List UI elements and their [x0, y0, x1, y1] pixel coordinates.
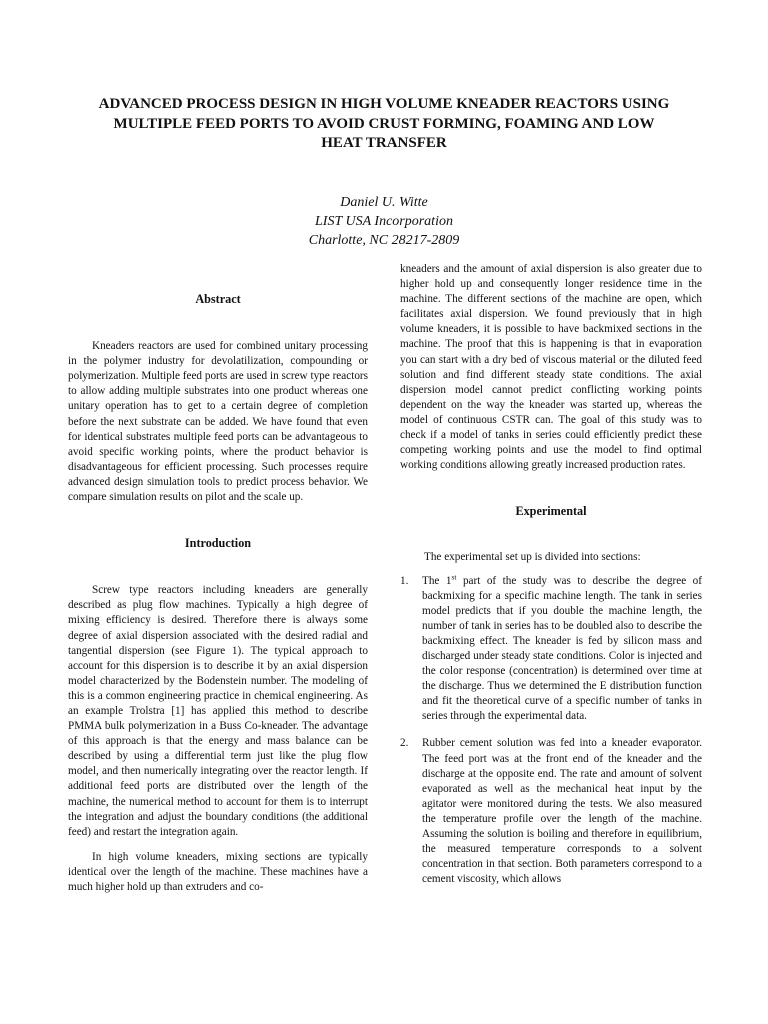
author-block [200, 193, 568, 250]
list-item-number: 1. [400, 574, 409, 587]
title-line: MULTIPLE FEED PORTS TO AVOID CRUST FORMING, FOAMING AND LOW [113, 115, 655, 132]
right-column [400, 262, 702, 887]
list-item-number: 2. [400, 737, 409, 750]
abstract-text: Kneaders reactors are used for combined unitary processing in the polymer industry for devolatilization, compounding or polymerization. Multiple feed ports are used in screw type reactors to allow adding multiple substrates into one product whereas one unitary operation has to get to a certain degree of completion before the next substrate can be added. We have found that even for identical substrates multiple feed ports can be advantageous to avoid specific working points, where the product behavior is disadvantageous for efficient processing. Such processes require advanced design simulation tools to predict process behavior. We compare simulation results on pilot and the scale up. [68, 340, 368, 504]
list-item [400, 736, 702, 887]
continuation-paragraph: kneaders and the amount of axial dispersion is also greater due to higher hold up and consequently longer residence time in the machine. The different sections of the machine are open, which facilitates axial dispersion. We found previously that in high volume kneaders, it is possible to have backmixed sections in the machine. The proof that this is happening is that in evaporation you can start with a dry bed of viscous material or the diluted feed solution and find different steady state conditions. The axial dispersion model cannot predict conflicting working points dependent on the way the kneader was started up, whereas the model of continuous CSTR can. The goal of this study was to check if a model of tanks in series could efficiently predict these competing working points and use the model to find optimal working conditions allowing greatly increased production rates. [400, 263, 702, 472]
list-item-lead: The 1 [422, 574, 452, 587]
experimental-heading: Experimental [515, 504, 587, 519]
author-name: Daniel U. Witte [340, 195, 428, 210]
introduction-paragraph: Screw type reactors including kneaders are generally described as plug flow machines. Typically a high degree of mixing efficiency is desired. Therefore there is always some degree of axial dispersion associated with the desired radial and tangential dispersion (see Figure 1). The typical approach to account for this dispersion is to describe it by an axial dispersion model characterized by the Bodenstein number. The modeling of this is a common engineering practice in chemical engineering. As an example Trolstra [1] has applied this method to describe PMMA bulk polymerization in a Buss Co-kneader. The advantage of this approach is that the energy and mass balance can be described by using a differential term just like the plug flow model, and then numerically integrating over the reactor length. If additional feed ports are distributed over the length of the machine, the numerical method to account for them is to interrupt the integration and adjust the boundary conditions (the additional feed) and restart the integration again. [68, 584, 368, 838]
introduction-paragraph: In high volume kneaders, mixing sections are typically identical over the length of the machine. These machines have a much higher hold up than extruders and co- [68, 850, 368, 893]
experimental-intro: The experimental set up is divided into sections: [424, 551, 641, 564]
list-item-text: Rubber cement solution was fed into a kneader evaporator. The feed port was at the front end of the kneader and the discharge at the opposite end. The rate and amount of solvent evaporated as well as the mechanical heat input by the agitator were monitored during the tests. We also measured the temperature profile over the length of the machine. Assuming the solution is boiling and therefore in equilibrium, the measured temperature corresponds to a solvent concentration in that section. Both parameters correspond to a cement viscosity, which allows [422, 737, 702, 886]
author-affiliation: LIST USA Incorporation [315, 214, 453, 229]
left-column [68, 292, 368, 895]
abstract-heading: Abstract [195, 292, 241, 306]
paper-title [60, 95, 708, 154]
list-item [400, 571, 702, 725]
author-location: Charlotte, NC 28217-2809 [308, 233, 460, 248]
list-item-superscript: st [451, 571, 457, 581]
title-line: HEAT TRANSFER [321, 135, 447, 151]
list-item-text: part of the study was to describe the degree of backmixing for a specific machine length. The tank in series model predicts that if you double the machine length, the number of tank in series has to be doubled also to describe the backmixing effect. The kneader is fed by silicon mass and discharged under steady state conditions. Color is injected and the color response (concentration) is determined over time at the discharge. Thus we determined the E distribution function and fit the theoretical curve of a specific number of tanks in series through the experimental data. [422, 574, 702, 723]
title-line: ADVANCED PROCESS DESIGN IN HIGH VOLUME KNEADER REACTORS USING [98, 96, 670, 112]
experimental-list [400, 571, 702, 888]
introduction-heading: Introduction [184, 536, 252, 551]
